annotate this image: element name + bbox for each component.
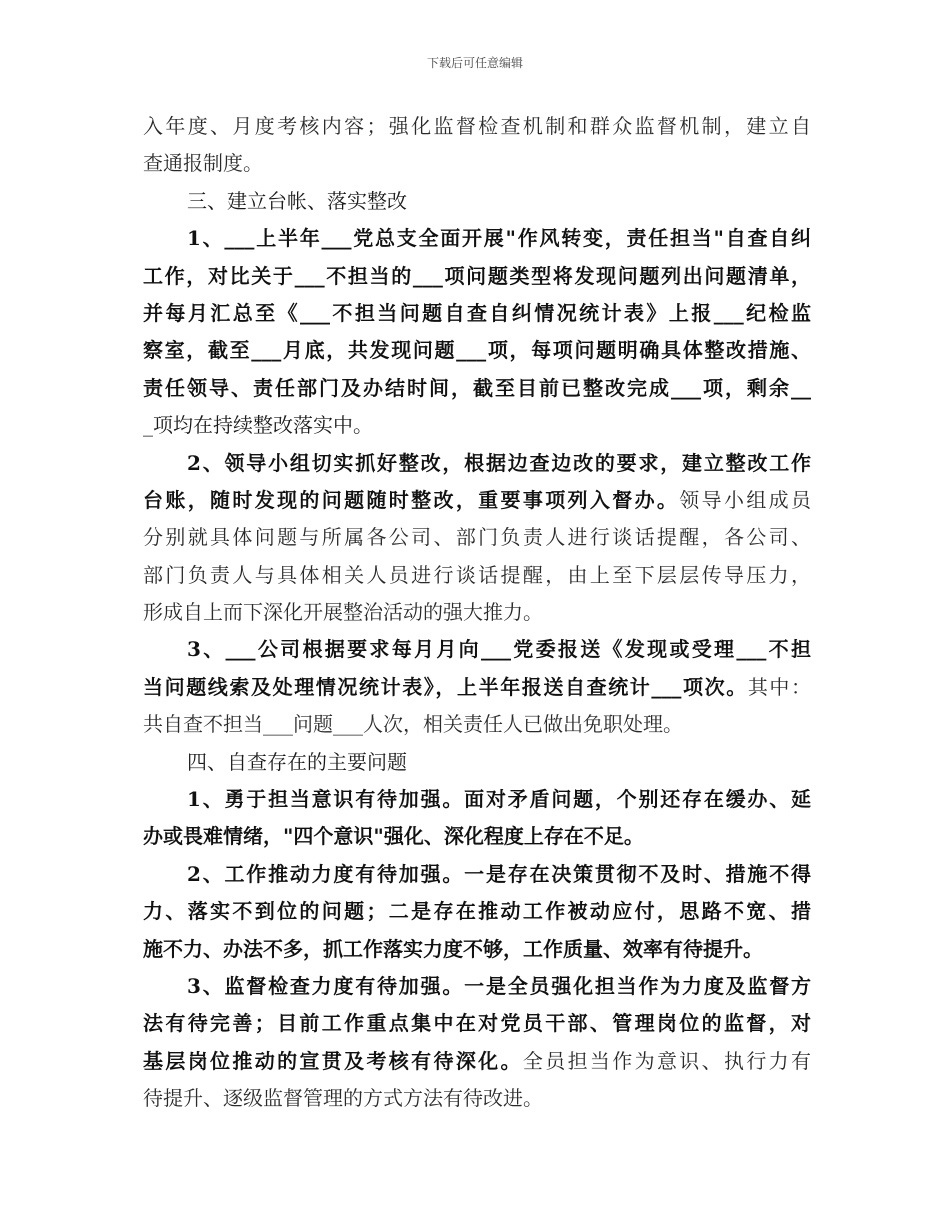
paragraph-line: 察室，截至___月底，共发现问题___项，每项问题明确具体整改措施、 <box>143 338 811 363</box>
paragraph-line: 1、勇于担当意识有待加强。面对矛盾问题，个别还存在缓办、延 <box>187 787 811 812</box>
paragraph-line: 力、落实不到位的问题；二是存在推动工作被动应付，思路不宽、措 <box>143 899 811 924</box>
line-bold-segment: 台账，随时发现的问题随时整改，重要事项列入督办。 <box>143 487 680 512</box>
paragraph-line: 形成自上而下深化开展整治活动的强大推力。 <box>143 600 543 625</box>
line-regular-segment: 全员担当作为意识、执行力有 <box>522 1048 812 1073</box>
paragraph-line: 3、___公司根据要求每月月向___党委报送《发现或受理___不担 <box>187 637 811 662</box>
paragraph-line: 工作，对比关于___不担当的___项问题类型将发现问题列出问题清单， <box>143 263 811 288</box>
paragraph-line: 2、工作推动力度有待加强。一是存在决策贯彻不及时、措施不得 <box>187 861 811 886</box>
paragraph-line: 待提升、逐级监督管理的方式方法有待改进。 <box>143 1086 543 1111</box>
paragraph-line: 并每月汇总至《___不担当问题自查自纠情况统计表》上报___纪检监 <box>143 300 811 325</box>
paragraph-line: 施不力、办法不多，抓工作落实力度不够，工作质量、效率有待提升。 <box>143 936 763 961</box>
line-bold-segment: 当问题线索及处理情况统计表》，上半年报送自查统计___项次。 <box>143 674 748 699</box>
paragraph-line: 办或畏难情绪，"四个意识"强化、深化程度上存在不足。 <box>143 824 644 849</box>
line-bold-segment: 基层岗位推动的宣贯及考核有待深化。 <box>143 1048 523 1073</box>
paragraph-line: 3、监督检查力度有待加强。一是全员强化担当作为力度及监督方 <box>187 973 811 998</box>
page-header-note: 下载后可任意编辑 <box>426 56 523 70</box>
paragraph-line-mixed <box>143 669 811 706</box>
paragraph-line: 2、领导小组切实抓好整改，根据边查边改的要求，建立整改工作 <box>187 450 811 475</box>
paragraph-line: 部门负责人与具体相关人员进行谈话提醒，由上至下层层传导压力， <box>143 562 811 587</box>
paragraph-line: _项均在持续整改落实中。 <box>143 413 373 438</box>
section-heading: 四、自查存在的主要问题 <box>187 749 407 774</box>
paragraph-line: 分别就具体问题与所属各公司、部门负责人进行谈话提醒，各公司、 <box>143 525 811 550</box>
paragraph-line-mixed <box>143 482 811 519</box>
document-body <box>143 108 811 1118</box>
paragraph-line: 查通报制度。 <box>143 151 263 176</box>
paragraph-line: 共自查不担当___问题___人次，相关责任人已做出免职处理。 <box>143 712 683 737</box>
section-heading: 三、建立台帐、落实整改 <box>187 188 407 213</box>
paragraph-line: 法有待完善；目前工作重点集中在对党员干部、管理岗位的监督，对 <box>143 1011 811 1036</box>
paragraph-line: 责任领导、责任部门及办结时间，截至目前已整改完成___项，剩余__ <box>143 375 811 400</box>
line-regular-segment: 领导小组成员 <box>679 487 812 512</box>
paragraph-line: 1、___上半年___党总支全面开展"作风转变，责任担当"自查自纠 <box>187 226 811 251</box>
line-regular-segment: 其中： <box>747 674 812 699</box>
paragraph-line: 入年度、月度考核内容；强化监督检查机制和群众监督机制，建立自 <box>143 114 811 138</box>
paragraph-line-mixed <box>143 1043 811 1080</box>
